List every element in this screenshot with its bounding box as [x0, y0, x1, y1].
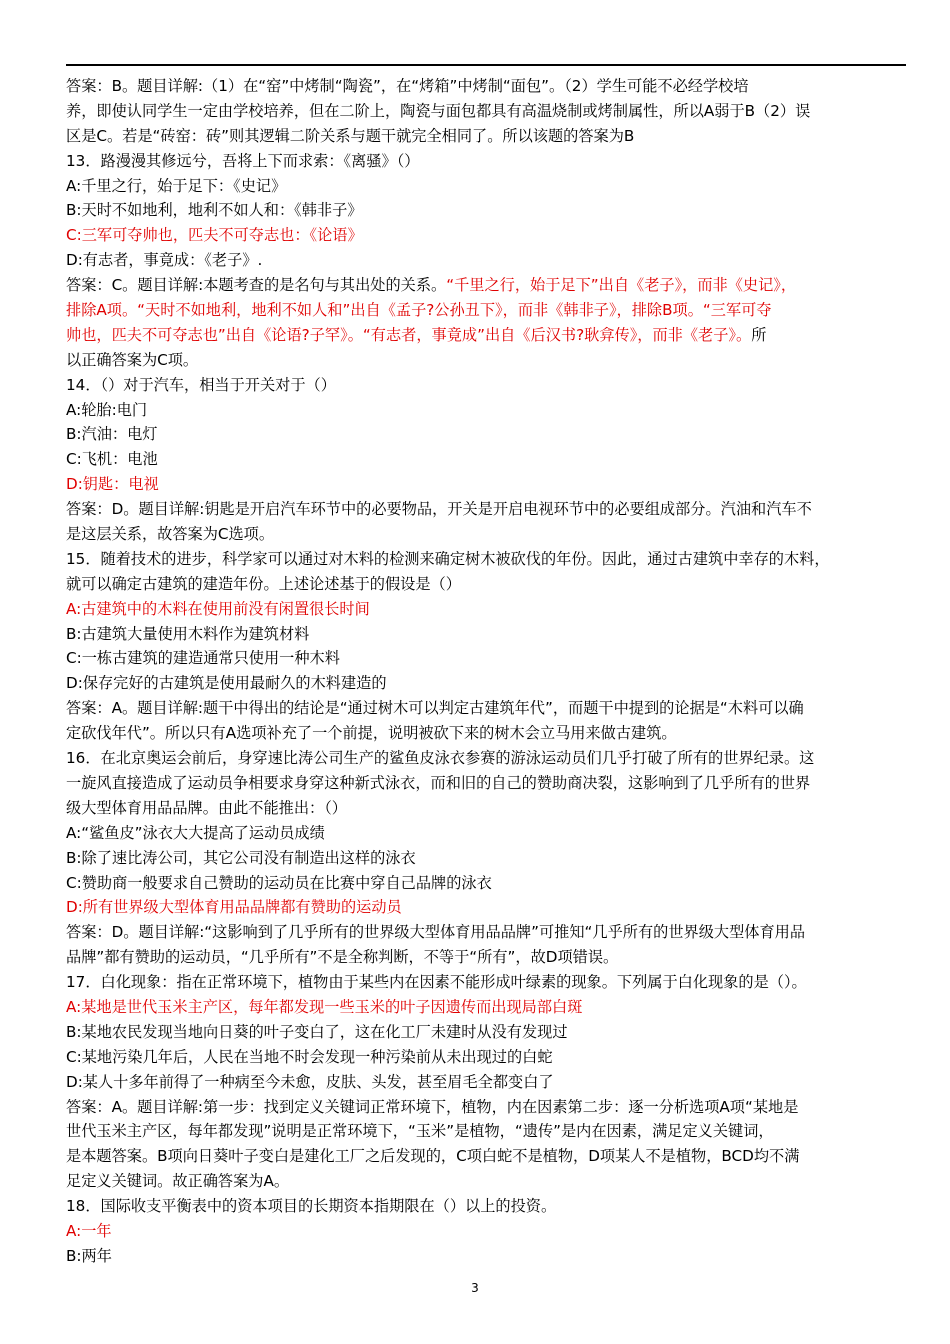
text-line: 就可以确定古建筑的建造年份。上述论述基于的假设是（） [66, 574, 461, 593]
answer-option-highlighted: D:所有世界级大型体育用品品牌都有赞助的运动员 [66, 898, 402, 917]
text-segment: 答案：C。题目详解:本题考查的是名句与其出处的关系。 [66, 276, 447, 295]
text-line: C:赞助商一般要求自己赞助的运动员在比赛中穿自己品牌的泳衣 [66, 873, 492, 892]
text-line: 答案：B。题目详解:（1）在“窑”中烤制“陶瓷”，在“烤箱”中烤制“面包”。（2）学生可能不必经学校培 [66, 77, 749, 95]
text-line: 14．（）对于汽车，相当于开关对于（） [66, 375, 336, 394]
text-line: D:保存完好的古建筑是使用最耐久的木料建造的 [66, 674, 387, 693]
document-body [66, 74, 908, 1269]
text-line: A:轮胎:电门 [66, 400, 148, 419]
text-line: B:某地农民发现当地向日葵的叶子变白了，这在化工厂未建时从没有发现过 [66, 1022, 568, 1041]
text-line: B:除了速比涛公司，其它公司没有制造出这样的泳衣 [66, 848, 416, 867]
highlighted-text: “千里之行，始于足下”出自《老子》，而非《史记》， [446, 276, 797, 295]
text-line: 18．国际收支平衡表中的资本项目的长期资本指期限在（）以上的投资。 [66, 1197, 557, 1216]
text-line: C:一栋古建筑的建造通常只使用一种木料 [66, 649, 340, 668]
text-line: 养，即使认同学生一定由学校培养，但在二阶上，陶瓷与面包都具有高温烧制或烤制属性，所以A弱于B（2）误 [66, 101, 811, 120]
answer-option-highlighted: 排除A项。“天时不如地利，地利不如人和”出自《孟子?公孙丑下》，而非《韩非子》，排除B项。“三军可夺 [66, 301, 772, 320]
text-line: 答案：D。题目详解:“这影响到了几乎所有的世界级大型体育用品品牌”可推知“几乎所有的世界级大型体育用品 [66, 923, 806, 942]
text-line: 答案：A。题目详解:第一步：找到定义关键词正常环境下，植物，内在因素第二步：逐一分析选项A项“某地是 [66, 1097, 799, 1116]
text-line: A:千里之行，始于足下：《史记》 [66, 176, 287, 195]
text-line: 16．在北京奥运会前后，身穿速比涛公司生产的鲨鱼皮泳衣参赛的游泳运动员们几乎打破了所有的世界纪录。这 [66, 749, 815, 768]
text-line: 17．白化现象：指在正常环境下，植物由于某些内在因素不能形成叶绿素的现象。下列属于白化现象的是（）。 [66, 973, 807, 992]
text-line: C:某地污染几年后，人民在当地不时会发现一种污染前从未出现过的白蛇 [66, 1047, 553, 1066]
text-line: D:某人十多年前得了一种病至今未愈，皮肤、头发，甚至眉毛全都变白了 [66, 1072, 554, 1091]
text-line: A:“鲨鱼皮”泳衣大大提高了运动员成绩 [66, 823, 325, 842]
text-line: 答案：A。题目详解:题干中得出的结论是“通过树木可以判定古建筑年代”，而题干中提到的论据是“木料可以确 [66, 699, 804, 718]
text-line: 是这层关系，故答案为C选项。 [66, 525, 275, 544]
text-line: 以正确答案为C项。 [66, 350, 199, 369]
text-line [66, 273, 908, 298]
text-line: B:两年 [66, 1246, 112, 1265]
text-line: D:有志者，事竟成：《老子》. [66, 251, 263, 270]
answer-option-highlighted: A:一年 [66, 1221, 112, 1240]
answer-option-highlighted: A:古建筑中的木料在使用前没有闲置很长时间 [66, 599, 370, 618]
text-line: 一旋风直接造成了运动员争相要求身穿这种新式泳衣，而和旧的自己的赞助商决裂，这影响到了几乎所有的世界 [66, 773, 811, 792]
text-line: 区是C。若是“砖窑：砖”则其逻辑二阶关系与题干就完全相同了。所以该题的答案为B [66, 126, 635, 145]
highlighted-text: 帅也，匹夫不可夺志也”出自《论语?子罕》。“有志者，事竟成”出自《后汉书?耿弇传》，而非《老子》。 [66, 325, 752, 344]
text-line: 定砍伐年代”。所以只有A选项补充了一个前提，说明被砍下来的树木会立马用来做古建筑。 [66, 724, 677, 743]
text-line: 答案：D。题目详解:钥匙是开启汽车环节中的必要物品，开关是开启电视环节中的必要组成部分。汽油和汽车不 [66, 500, 812, 519]
text-line [66, 323, 908, 348]
text-segment: 所 [751, 325, 767, 344]
text-line: 13．路漫漫其修远兮，吾将上下而求索：《离骚》（） [66, 151, 420, 170]
text-line: 足定义关键词。故正确答案为A。 [66, 1172, 290, 1191]
text-line: B:汽油：电灯 [66, 425, 158, 444]
header-rule [66, 64, 906, 66]
page-number: 3 [471, 1281, 479, 1295]
answer-option-highlighted: D:钥匙：电视 [66, 475, 159, 494]
answer-option-highlighted: A:某地是世代玉米主产区，每年都发现一些玉米的叶子因遗传而出现局部白斑 [66, 997, 583, 1016]
text-line: B:古建筑大量使用木料作为建筑材料 [66, 624, 310, 643]
text-line: B:天时不如地利，地利不如人和：《韩非子》 [66, 201, 363, 220]
text-line: C:飞机：电池 [66, 450, 158, 469]
text-line: 级大型体育用品品牌。由此不能推出：（） [66, 798, 347, 817]
answer-option-highlighted: C:三军可夺帅也，匹夫不可夺志也：《论语》 [66, 226, 363, 245]
text-line: 世代玉米主产区，每年都发现”说明是正常环境下，“玉米”是植物，“遗传”是内在因素，满足定义关键词， [66, 1122, 774, 1141]
text-line: 15．随着技术的进步，科学家可以通过对木料的检测来确定树木被砍伐的年份。因此，通过古建筑中幸存的木料， [66, 549, 830, 568]
text-line: 品牌”都有赞助的运动员，“几乎所有”不是全称判断，不等于“所有”，故D项错误。 [66, 948, 619, 967]
text-line: 是本题答案。B项向日葵叶子变白是建化工厂之后发现的，C项白蛇不是植物，D项某人不是植物，BCD均不满 [66, 1147, 800, 1166]
